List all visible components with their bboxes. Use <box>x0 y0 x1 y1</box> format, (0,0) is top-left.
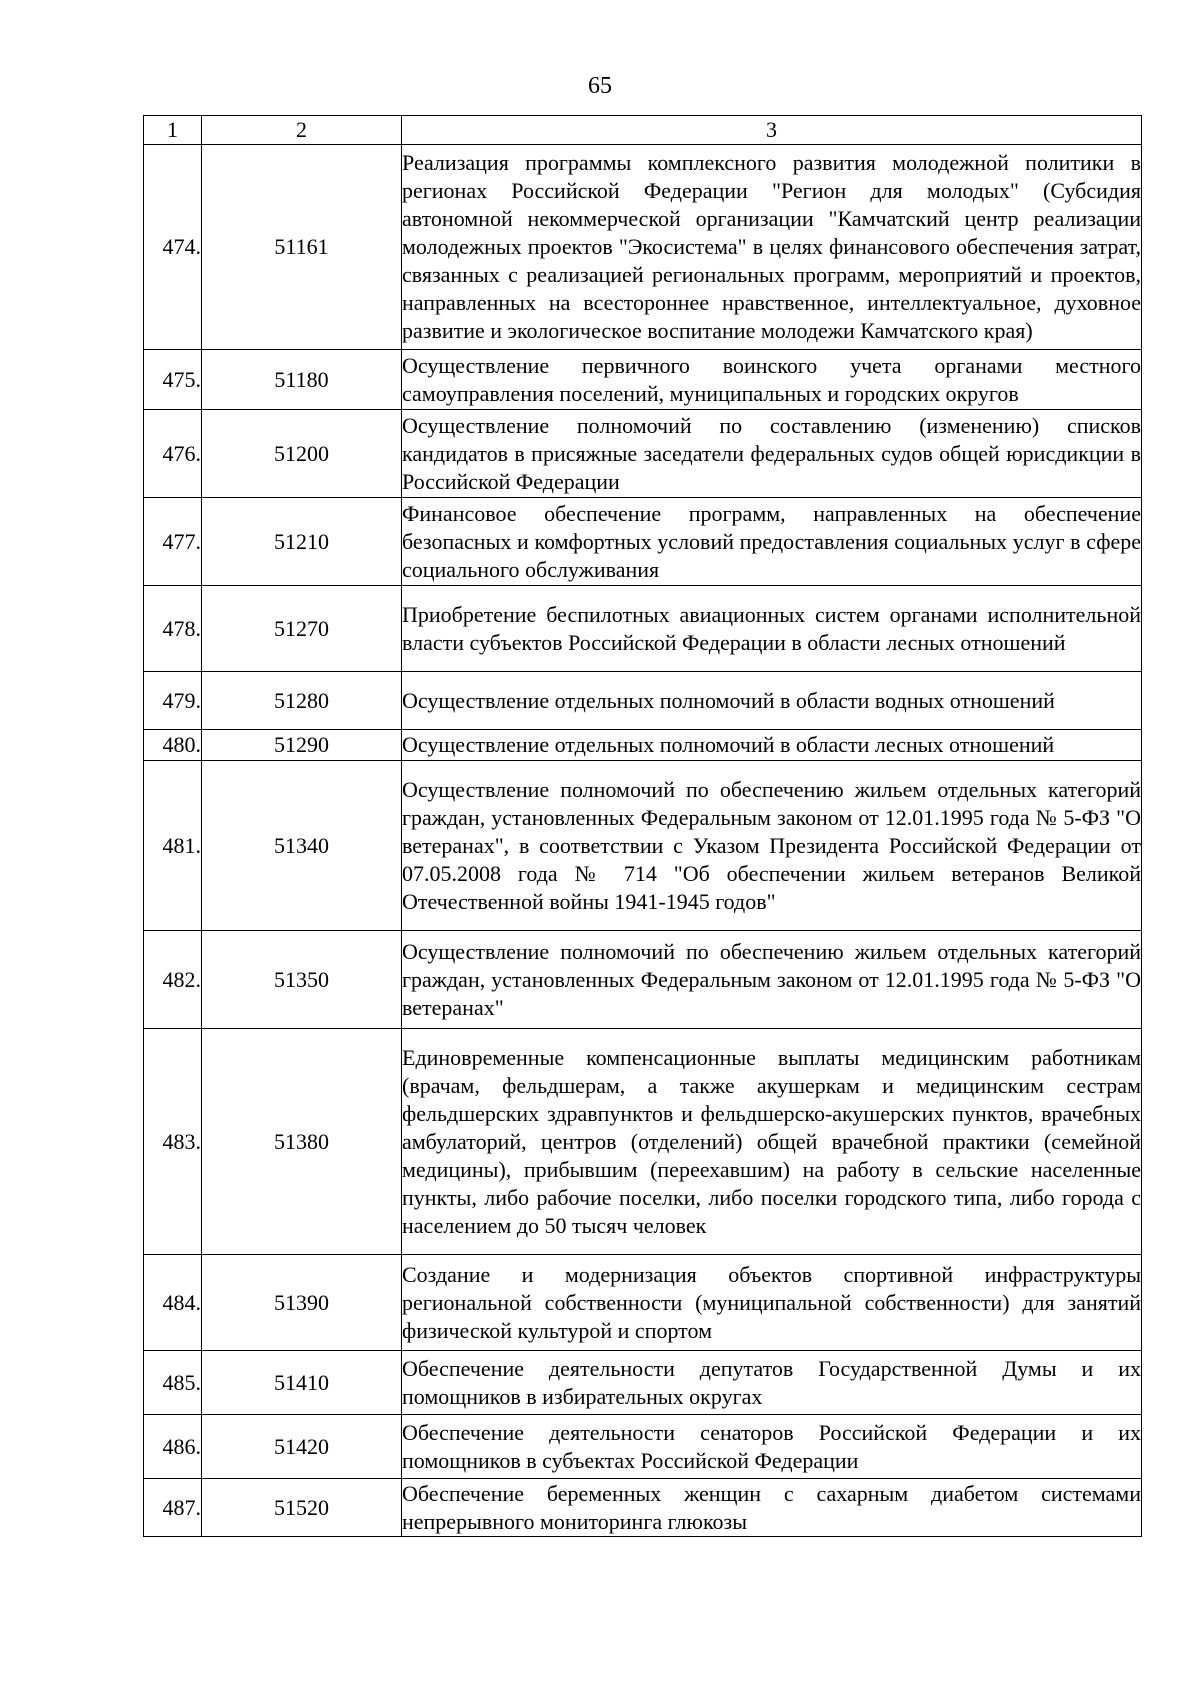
row-number: 484. <box>144 1255 202 1351</box>
row-number: 479. <box>144 672 202 730</box>
row-code: 51210 <box>202 498 402 586</box>
row-number: 482. <box>144 931 202 1029</box>
row-number: 474. <box>144 145 202 350</box>
row-code: 51380 <box>202 1029 402 1255</box>
row-code: 51180 <box>202 350 402 410</box>
table-row <box>144 498 1142 586</box>
row-description: Реализация программы комплексного развития молодежной политики в регионах Российской Федерации "Регион для молодых" (Субсидия автономной некоммерческой организации "Камчатский центр реализации молодежных проектов "Экосистема" в целях финансового обеспечения затрат, связанных с реализацией региональных программ, мероприятий и проектов, направленных на всестороннее нравственное, интеллектуальное, духовное развитие и экологическое воспитание молодежи Камчатского края) <box>402 145 1142 350</box>
table-row <box>144 1351 1142 1415</box>
table-row <box>144 1479 1142 1537</box>
table-row <box>144 410 1142 498</box>
row-description: Осуществление отдельных полномочий в области лесных отношений <box>402 730 1142 761</box>
row-code: 51340 <box>202 761 402 931</box>
row-description: Обеспечение деятельности депутатов Государственной Думы и их помощников в избирательных округах <box>402 1351 1142 1415</box>
row-code: 51200 <box>202 410 402 498</box>
row-description: Создание и модернизация объектов спортивной инфраструктуры региональной собственности (муниципальной собственности) для занятий физической культурой и спортом <box>402 1255 1142 1351</box>
row-number: 478. <box>144 586 202 672</box>
row-description: Единовременные компенсационные выплаты медицинским работникам (врачам, фельдшерам, а также акушеркам и медицинским сестрам фельдшерских здравпунктов и фельдшерско-акушерских пунктов, врачебных амбулаторий, центров (отделений) общей врачебной практики (семейной медицины), прибывшим (переехавшим) на работу в сельские населенные пункты, либо рабочие поселки, либо поселки городского типа, либо города с населением до 50 тысяч человек <box>402 1029 1142 1255</box>
row-number: 477. <box>144 498 202 586</box>
row-code: 51390 <box>202 1255 402 1351</box>
table-row <box>144 350 1142 410</box>
row-code: 51350 <box>202 931 402 1029</box>
table-header-row <box>144 116 1142 145</box>
table-row <box>144 1255 1142 1351</box>
row-description: Осуществление первичного воинского учета органами местного самоуправления поселений, муниципальных и городских округов <box>402 350 1142 410</box>
table-row <box>144 761 1142 931</box>
row-description: Осуществление полномочий по обеспечению жильем отдельных категорий граждан, установленных Федеральным законом от 12.01.1995 года № 5-ФЗ "О ветеранах" <box>402 931 1142 1029</box>
row-code: 51290 <box>202 730 402 761</box>
table-row <box>144 1415 1142 1479</box>
table-row <box>144 145 1142 350</box>
row-number: 487. <box>144 1479 202 1537</box>
column-header-description: 3 <box>402 116 1142 145</box>
table-row <box>144 672 1142 730</box>
row-code: 51420 <box>202 1415 402 1479</box>
table-row <box>144 1029 1142 1255</box>
column-header-number: 1 <box>144 116 202 145</box>
row-description: Приобретение беспилотных авиационных систем органами исполнительной власти субъектов Российской Федерации в области лесных отношений <box>402 586 1142 672</box>
table-row <box>144 586 1142 672</box>
row-number: 483. <box>144 1029 202 1255</box>
row-description: Обеспечение беременных женщин с сахарным диабетом системами непрерывного мониторинга глюкозы <box>402 1479 1142 1537</box>
row-code: 51270 <box>202 586 402 672</box>
row-number: 486. <box>144 1415 202 1479</box>
row-description: Осуществление полномочий по обеспечению жильем отдельных категорий граждан, установленных Федеральным законом от 12.01.1995 года № 5-ФЗ "О ветеранах", в соответствии с Указом Президента Российской Федерации от 07.05.2008 года № 714 "Об обеспечении жильем ветеранов Великой Отечественной войны 1941-1945 годов" <box>402 761 1142 931</box>
row-code: 51410 <box>202 1351 402 1415</box>
row-description: Финансовое обеспечение программ, направленных на обеспечение безопасных и комфортных условий предоставления социальных услуг в сфере социального обслуживания <box>402 498 1142 586</box>
row-description: Обеспечение деятельности сенаторов Российской Федерации и их помощников в субъектах Российской Федерации <box>402 1415 1142 1479</box>
row-number: 485. <box>144 1351 202 1415</box>
row-code: 51161 <box>202 145 402 350</box>
row-number: 480. <box>144 730 202 761</box>
row-code: 51520 <box>202 1479 402 1537</box>
row-number: 475. <box>144 350 202 410</box>
row-number: 481. <box>144 761 202 931</box>
table-row <box>144 730 1142 761</box>
row-description: Осуществление полномочий по составлению (изменению) списков кандидатов в присяжные заседатели федеральных судов общей юрисдикции в Российской Федерации <box>402 410 1142 498</box>
budget-codes-table <box>143 115 1142 1537</box>
row-code: 51280 <box>202 672 402 730</box>
table-row <box>144 931 1142 1029</box>
row-description: Осуществление отдельных полномочий в области водных отношений <box>402 672 1142 730</box>
column-header-code: 2 <box>202 116 402 145</box>
row-number: 476. <box>144 410 202 498</box>
page-number: 65 <box>588 73 612 99</box>
